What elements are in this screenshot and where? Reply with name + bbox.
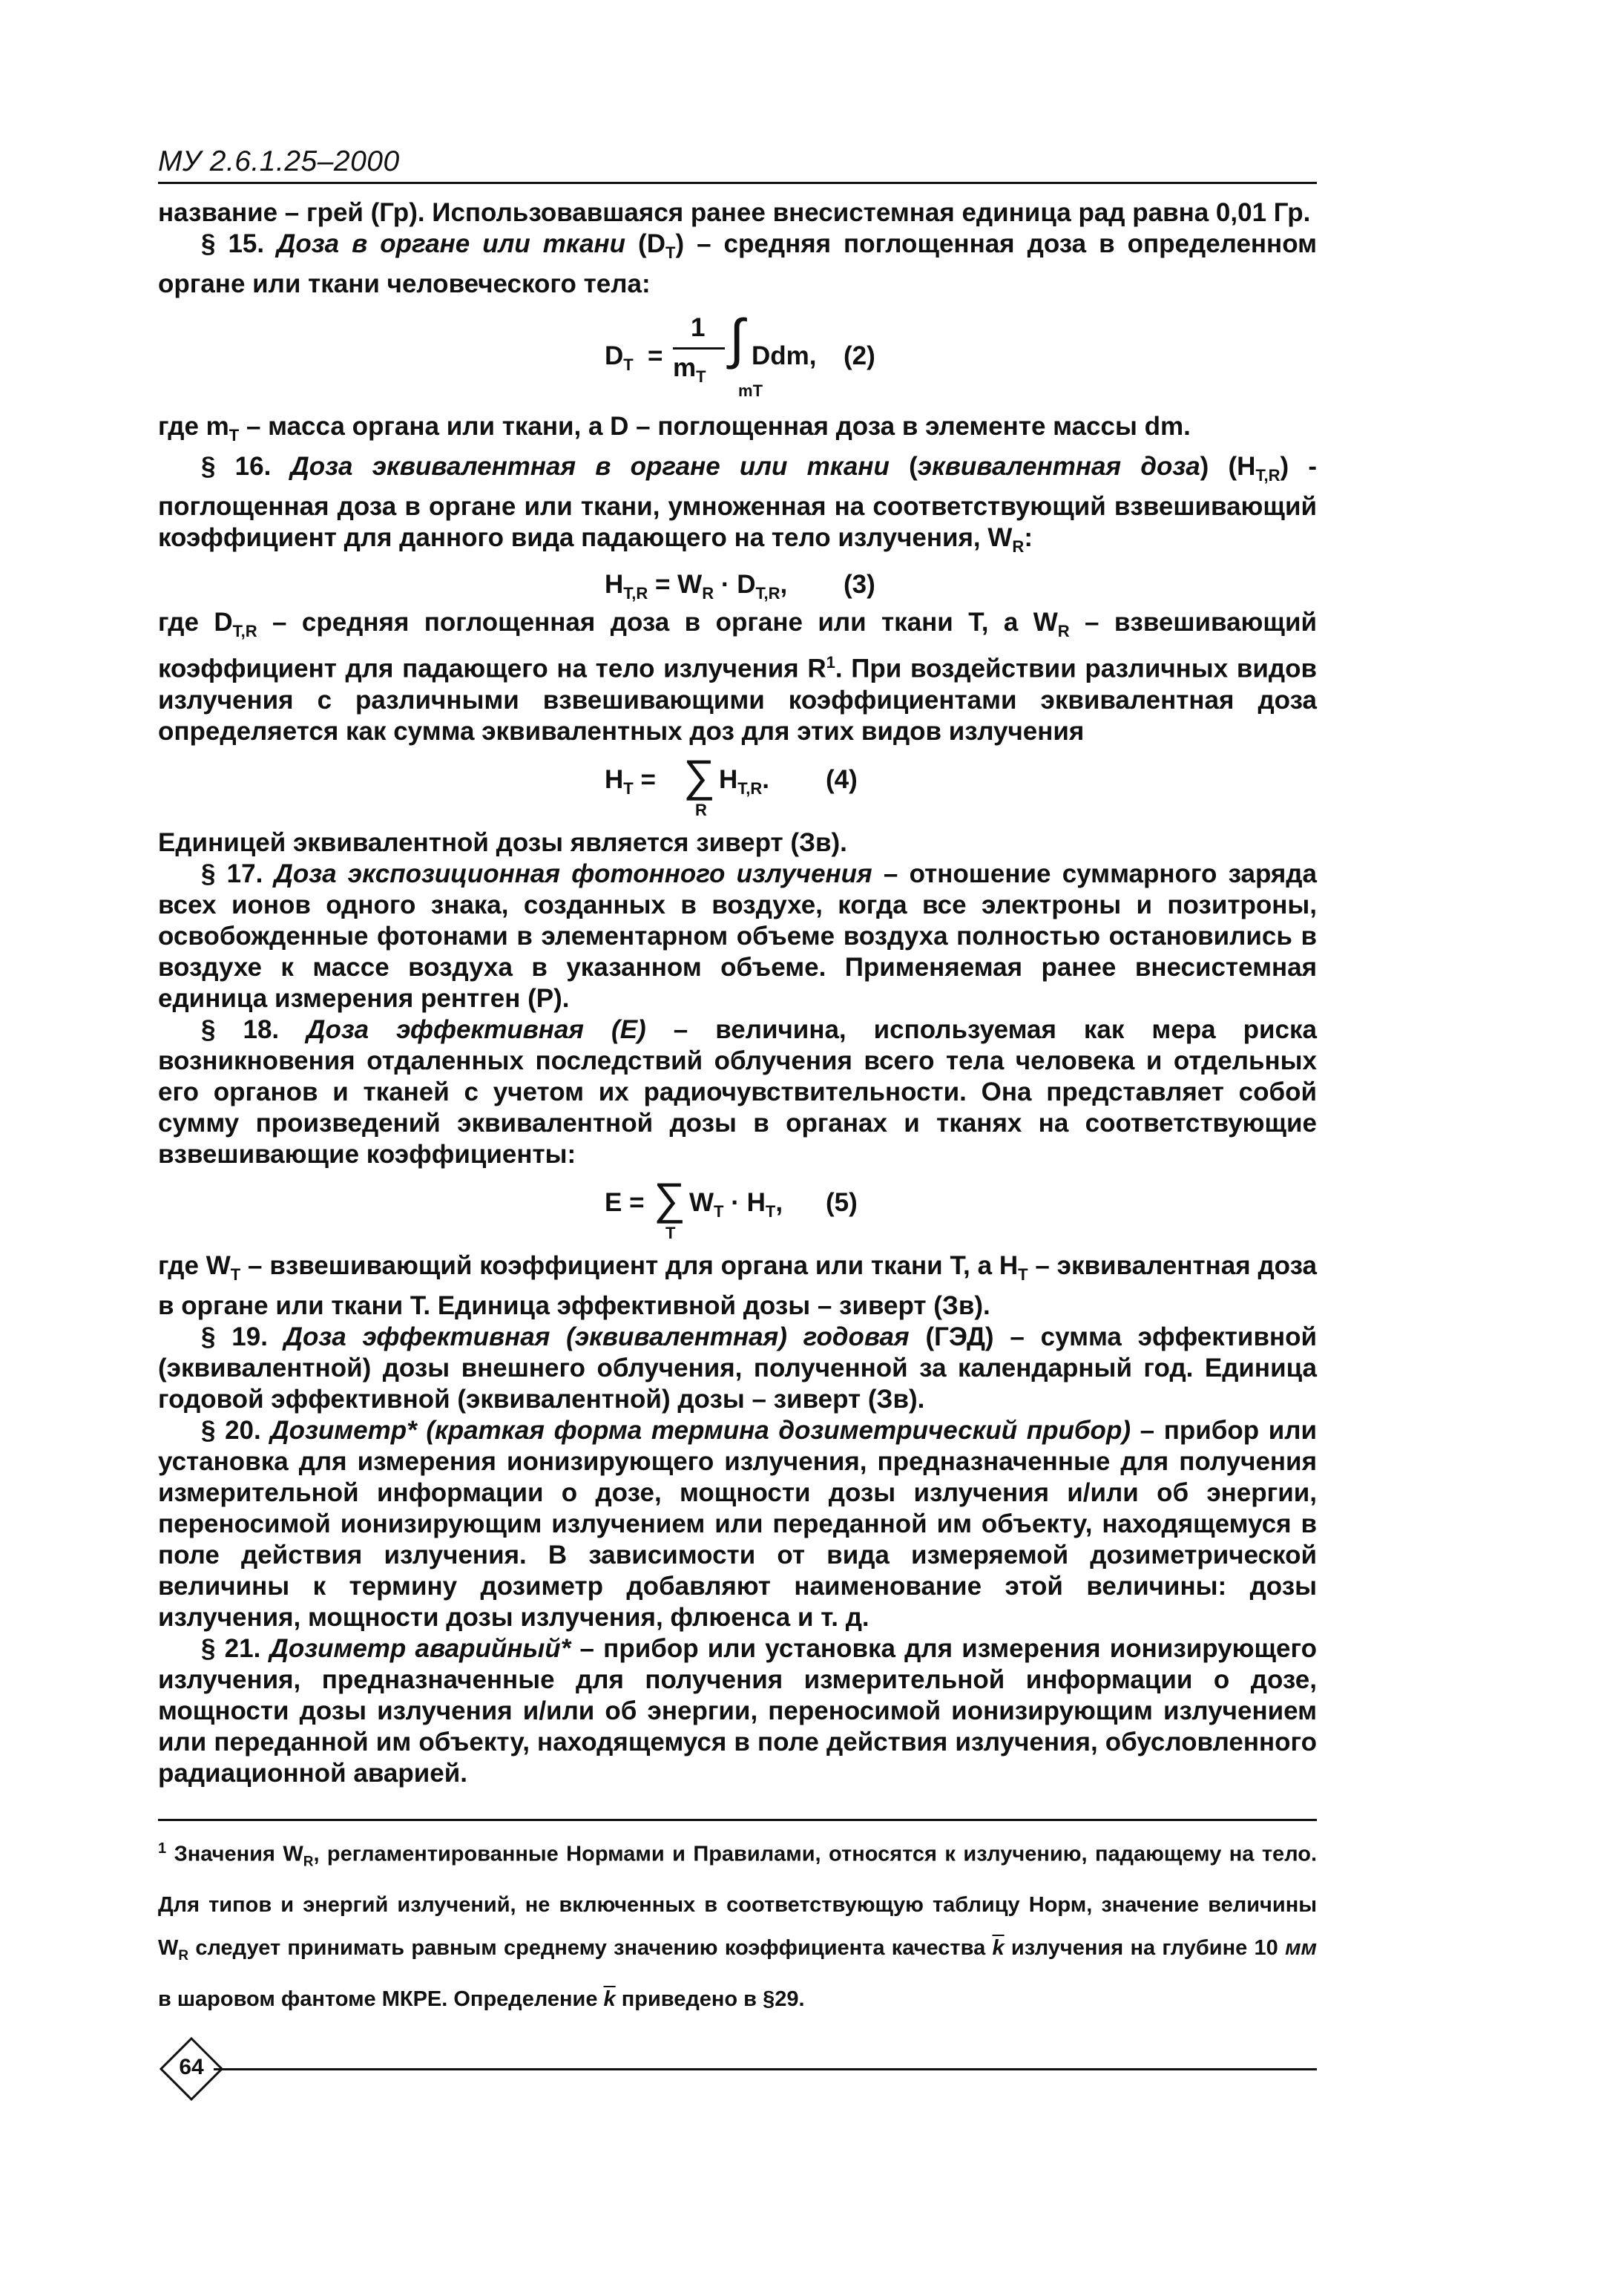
term: Доза экспозиционная фотонного излучения [274, 859, 872, 888]
equation-number: (3) [844, 570, 875, 599]
section-17: § 17. Доза экспозиционная фотонного излучения – отношение суммарного заряда всех ионов одного знака, созданных в воздухе, когда все электроны и позитроны, освобожденные фотонами в элементарном объеме воздуха полностью остановились в воздухе к массе воздуха в указанном объеме. Применяемая ранее внесистемная единица измерения рентген (Р). [158, 859, 1317, 1013]
equation-2: $D_T$ = 1 $m_T$ ∫ Ddm, mT (2) [605, 308, 875, 400]
page-number: 64 [179, 2054, 204, 2079]
document-page [158, 145, 1317, 2102]
integral-sign: ∫ [729, 308, 745, 370]
term: Дозиметр* (краткая форма термина дозиметрический прибор) [270, 1415, 1131, 1445]
footer-rule [214, 2068, 1317, 2070]
section-19: § 19. Доза эффективная (эквивалентная) годовая (ГЭД) – сумма эффективной (эквивалентной) дозы внешнего облучения, полученной за календарный год. Единица годовой эффективной (эквивалентной) дозы – зиверт (Зв). [158, 1322, 1317, 1414]
paragraph-intro: название – грей (Гр). Использовавшаяся ранее внесистемная единица рад равна 0,01 Гр. [158, 198, 1311, 227]
section-16: § 16. Доза эквивалентная в органе или ткани (эквивалентная доза) $(H_{T,R})$ - поглощенная доза в органе или ткани, умноженная на соответствующий взвешивающий коэффициент для данного вида падающего на тело излучения, $W_R$: [158, 452, 1317, 556]
equation-number: (5) [826, 1187, 858, 1217]
footnote: $^1$ Значения $W_R$, регламентированные Нормами и Правилами, относятся к излучению, падающему на тело. Для типов и энергий излучений, не включенных в соответствующую таблицу Норм, значение величины $W_R$ следует принимать равным среднему значению коэффициента качества $\overline{k}$ излучения на глубине 10 мм в шаровом фантоме МКРЕ. Определение $\overline{k}$ приведено в §29. [158, 1840, 1317, 2011]
where-clause-2: где $m_T$ – масса органа или ткани, а D – поглощенная доза в элементе массы dm. [158, 412, 1191, 445]
k-bar-symbol: $\overline{k}$ [992, 1936, 1005, 1961]
term: Дозиметр аварийный* [269, 1633, 571, 1663]
fraction-bar [673, 347, 725, 350]
equation-5: E = ∑ T $W_T \cdot H_T$, (5) [605, 1173, 858, 1242]
equation-number: (4) [826, 764, 858, 794]
equation-number: (2) [844, 341, 875, 370]
equation-4: $H_T$ = ∑ R $H_{T,R}$. (4) [605, 750, 858, 819]
term: Доза эффективная (E) [306, 1014, 646, 1044]
page-footer [158, 2036, 1317, 2102]
section-15: § 15. Доза в органе или ткани $(D_T)$ – средняя поглощенная доза в определенном органе или ткани человеческого тела: [158, 229, 1318, 298]
section-21: § 21. Дозиметр аварийный* – прибор или установка для измерения ионизирующего излучения, предназначенные для получения измерительной информации о дозе, мощности дозы излучения и/или об энергии, переносимой ионизирующим излучением или переданной им объекту, находящемуся в поле действия излучения, обусловленного радиационной аварией. [158, 1633, 1317, 1788]
where-clause-3: где $D_{T,R}$ – средняя поглощенная доза в органе или ткани T, а $W_R$ – взвешивающий коэффициент для падающего на тело излучения $R^1$. При воздействии различных видов излучения с различными взвешивающими коэффициентами эквивалентная доза определяется как сумма эквивалентных доз для этих видов излучения [158, 608, 1317, 746]
running-head: МУ 2.6.1.25–2000 [158, 145, 1317, 184]
sum-sign: ∑ [683, 750, 715, 801]
term: Доза эффективная (эквивалентная) годовая [283, 1322, 910, 1351]
term: Доза в органе или ткани [277, 229, 626, 258]
section-20: § 20. Дозиметр* (краткая форма термина дозиметрический прибор) – прибор или установка для измерения ионизирующего излучения, предназначенные для получения измерительной информации о дозе, мощности дозы излучения и/или об энергии, переносимой ионизирующим излучением или переданной им объекту, находящемуся в поле действия излучения. В зависимости от вида измеряемой дозиметрической величины к термину дозиметр добавляют наименование этой величины: дозы излучения, мощности дозы излучения, флюенса и т. д. [158, 1415, 1317, 1632]
k-bar-symbol: $\overline{k}$ [603, 1987, 616, 2011]
equation-3: $H_{T,R} = W_R \cdot D_{T,R}$, (3) [605, 570, 875, 603]
footnote-divider [158, 1819, 1317, 1821]
sum-sign: ∑ [654, 1173, 686, 1224]
term: Доза эквивалентная в органе или ткани [290, 452, 890, 481]
section-18: § 18. Доза эффективная (E) – величина, используемая как мера риска возникновения отдаленных последствий облучения всего тела человека и отдельных его органов и тканей с учетом их радиочувствительности. Она представляет собой сумму произведений эквивалентной дозы в органах и тканях на соответствующие взвешивающие коэффициенты: [158, 1014, 1317, 1169]
paragraph-unit: Единицей эквивалентной дозы является зиверт (Зв). [158, 827, 847, 857]
where-clause-5: где $W_T$ – взвешивающий коэффициент для органа или ткани T, а $H_T$ – эквивалентная доза в органе или ткани T. Единица эффективной дозы – зиверт (Зв). [158, 1250, 1317, 1320]
